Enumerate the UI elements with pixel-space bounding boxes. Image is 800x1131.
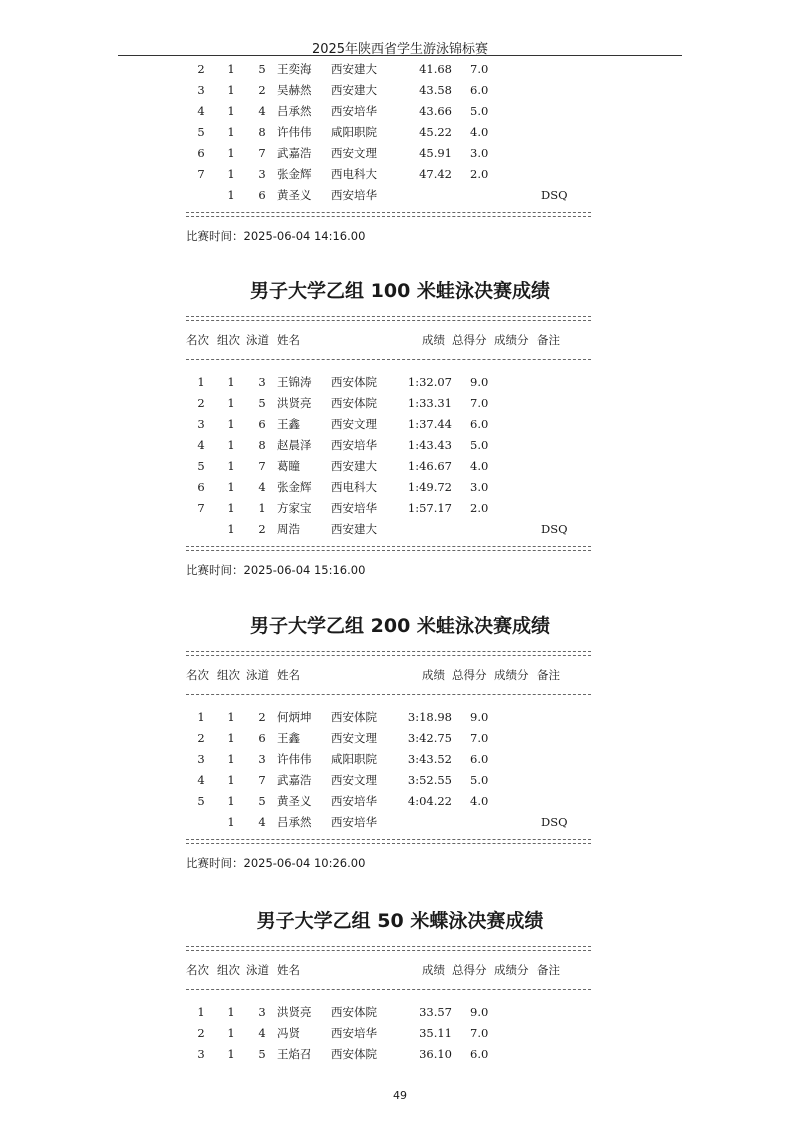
double-rule xyxy=(186,651,591,656)
name-cell: 王鑫 xyxy=(277,417,300,431)
rank-cell: 1 xyxy=(197,1005,205,1019)
lane-cell: 7 xyxy=(258,773,266,787)
time-cell: 43.66 xyxy=(419,104,452,118)
score-cell: 3.0 xyxy=(470,146,489,160)
unit-cell: 西安培华 xyxy=(331,104,377,118)
group-cell: 1 xyxy=(227,752,235,766)
name-cell: 王锦涛 xyxy=(277,375,312,389)
group-cell: 1 xyxy=(227,438,235,452)
unit-cell: 西安建大 xyxy=(331,459,377,473)
lane-cell: 3 xyxy=(258,375,266,389)
col-note-header: 备注 xyxy=(537,668,560,682)
table-row xyxy=(0,751,800,767)
col-score-header: 成绩分 xyxy=(494,333,529,347)
time-cell: 43.58 xyxy=(419,83,452,97)
page-header: 2025年陕西省学生游泳锦标赛 xyxy=(311,42,489,57)
unit-cell: 西安体院 xyxy=(331,1047,377,1061)
note-cell: DSQ xyxy=(541,522,568,536)
score-cell: 5.0 xyxy=(470,773,489,787)
col-total-header: 总得分 xyxy=(452,963,487,977)
name-cell: 吴赫然 xyxy=(277,83,312,97)
name-cell: 冯贤 xyxy=(277,1026,300,1040)
name-cell: 洪贤亮 xyxy=(277,396,312,410)
unit-cell: 西安体院 xyxy=(331,1005,377,1019)
unit-cell: 西安培华 xyxy=(331,815,377,829)
group-cell: 1 xyxy=(227,417,235,431)
single-rule xyxy=(186,359,591,360)
time-cell: 3:42.75 xyxy=(407,731,452,745)
score-cell: 9.0 xyxy=(470,710,489,724)
rank-cell: 5 xyxy=(197,459,205,473)
name-cell: 黄圣义 xyxy=(277,188,312,202)
match-time: 比赛时间：2025-06-04 10:26.00 xyxy=(186,856,366,870)
time-cell: 33.57 xyxy=(419,1005,452,1019)
group-cell: 1 xyxy=(227,62,235,76)
group-cell: 1 xyxy=(227,1005,235,1019)
table-row xyxy=(0,814,800,830)
lane-cell: 4 xyxy=(258,104,266,118)
group-cell: 1 xyxy=(227,794,235,808)
name-cell: 葛瞳 xyxy=(277,459,300,473)
rank-cell: 6 xyxy=(197,480,205,494)
col-total-header: 总得分 xyxy=(452,333,487,347)
event-title: 男子大学乙组 100 米蛙泳决赛成绩 xyxy=(250,280,550,302)
rank-cell: 5 xyxy=(197,125,205,139)
lane-cell: 6 xyxy=(258,188,266,202)
table-row xyxy=(0,61,800,77)
name-cell: 张金辉 xyxy=(277,167,312,181)
unit-cell: 西安体院 xyxy=(331,375,377,389)
score-cell: 4.0 xyxy=(470,794,489,808)
name-cell: 吕承然 xyxy=(277,104,312,118)
rank-cell: 7 xyxy=(197,167,205,181)
score-cell: 9.0 xyxy=(470,1005,489,1019)
double-rule xyxy=(186,946,591,951)
name-cell: 方家宝 xyxy=(277,501,312,515)
group-cell: 1 xyxy=(227,146,235,160)
lane-cell: 8 xyxy=(258,438,266,452)
time-cell: 1:37.44 xyxy=(407,417,452,431)
rank-cell: 3 xyxy=(197,83,205,97)
col-time-header: 成绩 xyxy=(422,333,445,347)
unit-cell: 西电科大 xyxy=(331,480,377,494)
rank-cell: 4 xyxy=(197,104,205,118)
lane-cell: 1 xyxy=(258,501,266,515)
table-row xyxy=(0,793,800,809)
score-cell: 6.0 xyxy=(470,417,489,431)
time-cell: 47.42 xyxy=(419,167,452,181)
score-cell: 6.0 xyxy=(470,83,489,97)
time-cell: 36.10 xyxy=(419,1047,452,1061)
page-number: 49 xyxy=(393,1089,407,1102)
lane-cell: 5 xyxy=(258,396,266,410)
unit-cell: 西电科大 xyxy=(331,167,377,181)
group-cell: 1 xyxy=(227,1047,235,1061)
group-cell: 1 xyxy=(227,188,235,202)
col-name-header: 姓名 xyxy=(277,333,300,347)
lane-cell: 4 xyxy=(258,480,266,494)
unit-cell: 西安体院 xyxy=(331,396,377,410)
score-cell: 5.0 xyxy=(470,438,489,452)
score-cell: 4.0 xyxy=(470,459,489,473)
unit-cell: 西安文理 xyxy=(331,417,377,431)
col-time-header: 成绩 xyxy=(422,963,445,977)
score-cell: 9.0 xyxy=(470,375,489,389)
double-rule xyxy=(186,839,591,844)
double-rule xyxy=(186,546,591,551)
single-rule xyxy=(186,694,591,695)
time-cell: 3:52.55 xyxy=(407,773,452,787)
score-cell: 3.0 xyxy=(470,480,489,494)
score-cell: 2.0 xyxy=(470,501,489,515)
name-cell: 吕承然 xyxy=(277,815,312,829)
name-cell: 张金辉 xyxy=(277,480,312,494)
table-row xyxy=(0,145,800,161)
rank-cell: 1 xyxy=(197,375,205,389)
unit-cell: 西安建大 xyxy=(331,83,377,97)
time-cell: 45.91 xyxy=(419,146,452,160)
col-lane-header: 泳道 xyxy=(246,963,269,977)
event-title: 男子大学乙组 50 米蝶泳决赛成绩 xyxy=(256,910,544,932)
time-cell: 1:46.67 xyxy=(407,459,452,473)
lane-cell: 4 xyxy=(258,1026,266,1040)
time-cell: 41.68 xyxy=(419,62,452,76)
rank-cell: 2 xyxy=(197,62,205,76)
table-row xyxy=(0,124,800,140)
group-cell: 1 xyxy=(227,1026,235,1040)
score-cell: 5.0 xyxy=(470,104,489,118)
group-cell: 1 xyxy=(227,522,235,536)
name-cell: 王奕海 xyxy=(277,62,312,76)
col-total-header: 总得分 xyxy=(452,668,487,682)
col-group-header: 组次 xyxy=(217,333,240,347)
group-cell: 1 xyxy=(227,480,235,494)
table-row xyxy=(0,458,800,474)
column-header-row xyxy=(186,667,591,683)
rank-cell: 6 xyxy=(197,146,205,160)
unit-cell: 西安建大 xyxy=(331,62,377,76)
col-rank-header: 名次 xyxy=(186,668,209,682)
name-cell: 赵晨泽 xyxy=(277,438,312,452)
rank-cell: 2 xyxy=(197,1026,205,1040)
lane-cell: 7 xyxy=(258,146,266,160)
table-row xyxy=(0,166,800,182)
lane-cell: 5 xyxy=(258,62,266,76)
lane-cell: 3 xyxy=(258,167,266,181)
name-cell: 王鑫 xyxy=(277,731,300,745)
col-name-header: 姓名 xyxy=(277,668,300,682)
lane-cell: 6 xyxy=(258,417,266,431)
table-row xyxy=(0,1004,800,1020)
unit-cell: 西安培华 xyxy=(331,501,377,515)
group-cell: 1 xyxy=(227,501,235,515)
column-header-row xyxy=(186,332,591,348)
score-cell: 2.0 xyxy=(470,167,489,181)
double-rule xyxy=(186,212,591,217)
group-cell: 1 xyxy=(227,125,235,139)
rank-cell: 2 xyxy=(197,731,205,745)
unit-cell: 西安文理 xyxy=(331,731,377,745)
col-score-header: 成绩分 xyxy=(494,963,529,977)
table-row xyxy=(0,374,800,390)
unit-cell: 咸阳职院 xyxy=(331,125,377,139)
unit-cell: 西安建大 xyxy=(331,522,377,536)
time-cell: 35.11 xyxy=(419,1026,452,1040)
group-cell: 1 xyxy=(227,459,235,473)
double-rule xyxy=(186,316,591,321)
col-time-header: 成绩 xyxy=(422,668,445,682)
lane-cell: 5 xyxy=(258,794,266,808)
unit-cell: 西安培华 xyxy=(331,794,377,808)
time-cell: 4:04.22 xyxy=(407,794,452,808)
match-time: 比赛时间：2025-06-04 14:16.00 xyxy=(186,229,366,243)
rank-cell: 3 xyxy=(197,417,205,431)
col-note-header: 备注 xyxy=(537,333,560,347)
score-cell: 7.0 xyxy=(470,62,489,76)
score-cell: 4.0 xyxy=(470,125,489,139)
name-cell: 许伟伟 xyxy=(277,752,312,766)
note-cell: DSQ xyxy=(541,815,568,829)
table-row xyxy=(0,500,800,516)
lane-cell: 7 xyxy=(258,459,266,473)
time-cell: 1:43.43 xyxy=(407,438,452,452)
rank-cell: 2 xyxy=(197,396,205,410)
rank-cell: 3 xyxy=(197,752,205,766)
lane-cell: 4 xyxy=(258,815,266,829)
name-cell: 王焰召 xyxy=(277,1047,312,1061)
table-row xyxy=(0,416,800,432)
unit-cell: 西安培华 xyxy=(331,188,377,202)
name-cell: 许伟伟 xyxy=(277,125,312,139)
unit-cell: 西安文理 xyxy=(331,773,377,787)
group-cell: 1 xyxy=(227,773,235,787)
match-time: 比赛时间：2025-06-04 15:16.00 xyxy=(186,563,366,577)
column-header-row xyxy=(186,962,591,978)
time-cell: 1:33.31 xyxy=(407,396,452,410)
lane-cell: 3 xyxy=(258,1005,266,1019)
rank-cell: 4 xyxy=(197,773,205,787)
col-rank-header: 名次 xyxy=(186,963,209,977)
note-cell: DSQ xyxy=(541,188,568,202)
col-note-header: 备注 xyxy=(537,963,560,977)
lane-cell: 6 xyxy=(258,731,266,745)
col-name-header: 姓名 xyxy=(277,963,300,977)
group-cell: 1 xyxy=(227,710,235,724)
table-row xyxy=(0,82,800,98)
table-row xyxy=(0,521,800,537)
name-cell: 武嘉浩 xyxy=(277,146,312,160)
col-rank-header: 名次 xyxy=(186,333,209,347)
col-lane-header: 泳道 xyxy=(246,333,269,347)
name-cell: 洪贤亮 xyxy=(277,1005,312,1019)
rank-cell: 4 xyxy=(197,438,205,452)
table-row xyxy=(0,187,800,203)
single-rule xyxy=(186,989,591,990)
unit-cell: 咸阳职院 xyxy=(331,752,377,766)
rank-cell: 5 xyxy=(197,794,205,808)
event-title: 男子大学乙组 200 米蛙泳决赛成绩 xyxy=(250,615,550,637)
unit-cell: 西安培华 xyxy=(331,1026,377,1040)
table-row xyxy=(0,103,800,119)
time-cell: 1:49.72 xyxy=(407,480,452,494)
time-cell: 3:18.98 xyxy=(407,710,452,724)
table-row xyxy=(0,437,800,453)
score-cell: 7.0 xyxy=(470,396,489,410)
unit-cell: 西安培华 xyxy=(331,438,377,452)
table-row xyxy=(0,1046,800,1062)
group-cell: 1 xyxy=(227,167,235,181)
lane-cell: 3 xyxy=(258,752,266,766)
rank-cell: 1 xyxy=(197,710,205,724)
lane-cell: 5 xyxy=(258,1047,266,1061)
time-cell: 45.22 xyxy=(419,125,452,139)
col-group-header: 组次 xyxy=(217,668,240,682)
col-lane-header: 泳道 xyxy=(246,668,269,682)
name-cell: 何炳坤 xyxy=(277,710,312,724)
lane-cell: 8 xyxy=(258,125,266,139)
table-row xyxy=(0,1025,800,1041)
lane-cell: 2 xyxy=(258,522,266,536)
name-cell: 武嘉浩 xyxy=(277,773,312,787)
name-cell: 黄圣义 xyxy=(277,794,312,808)
rank-cell: 7 xyxy=(197,501,205,515)
score-cell: 7.0 xyxy=(470,731,489,745)
table-row xyxy=(0,395,800,411)
table-row xyxy=(0,772,800,788)
group-cell: 1 xyxy=(227,815,235,829)
score-cell: 7.0 xyxy=(470,1026,489,1040)
rank-cell: 3 xyxy=(197,1047,205,1061)
group-cell: 1 xyxy=(227,396,235,410)
unit-cell: 西安文理 xyxy=(331,146,377,160)
col-group-header: 组次 xyxy=(217,963,240,977)
unit-cell: 西安体院 xyxy=(331,710,377,724)
group-cell: 1 xyxy=(227,104,235,118)
header-divider xyxy=(118,55,682,56)
score-cell: 6.0 xyxy=(470,1047,489,1061)
table-row xyxy=(0,709,800,725)
group-cell: 1 xyxy=(227,375,235,389)
group-cell: 1 xyxy=(227,83,235,97)
group-cell: 1 xyxy=(227,731,235,745)
name-cell: 周浩 xyxy=(277,522,300,536)
time-cell: 1:32.07 xyxy=(407,375,452,389)
table-row xyxy=(0,479,800,495)
table-row xyxy=(0,730,800,746)
time-cell: 1:57.17 xyxy=(407,501,452,515)
score-cell: 6.0 xyxy=(470,752,489,766)
time-cell: 3:43.52 xyxy=(407,752,452,766)
lane-cell: 2 xyxy=(258,83,266,97)
lane-cell: 2 xyxy=(258,710,266,724)
col-score-header: 成绩分 xyxy=(494,668,529,682)
